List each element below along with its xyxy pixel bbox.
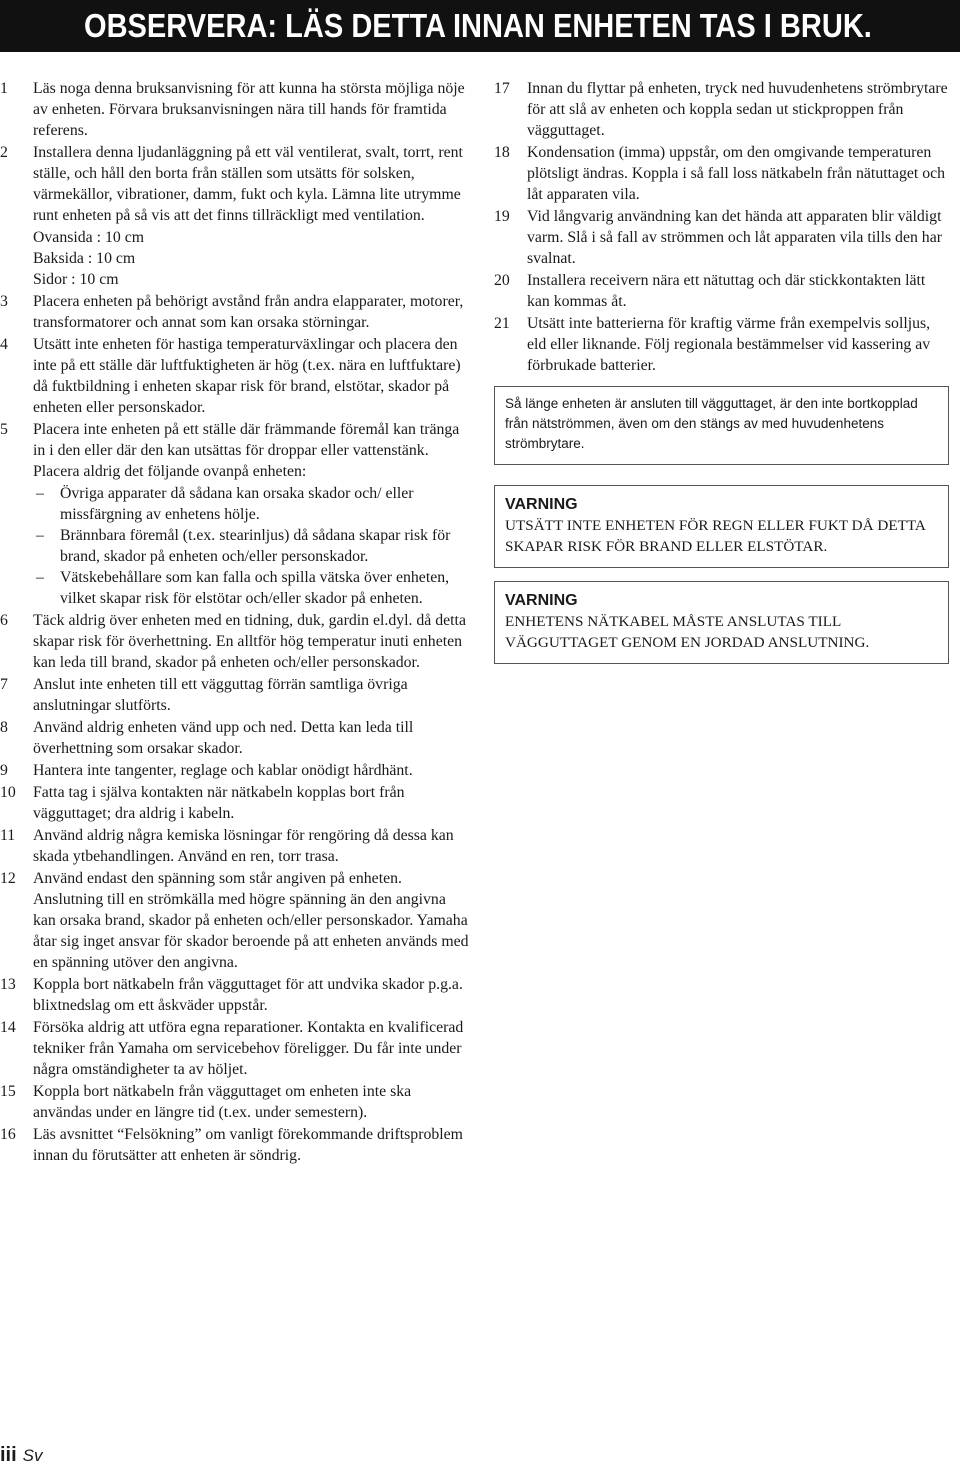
list-item bbox=[0, 1017, 470, 1080]
item-number: 8 bbox=[0, 719, 8, 736]
item-number: 20 bbox=[494, 272, 510, 289]
dash-list-item bbox=[0, 525, 470, 567]
list-item bbox=[0, 782, 470, 824]
item-text: Installera receivern nära ett nätuttag och där stickkontakten lätt kan kommas åt. bbox=[527, 272, 926, 310]
item-text: Använd endast den spänning som står angiven på enheten. Anslutning till en strömkälla med högre spänning än den angivna kan orsaka brand, skador på enheten och/eller personskador. Yamaha åtar sig inget ansvar för skador beroende på att enheten används med en spänning utöver den angivna. bbox=[33, 870, 469, 971]
item-text: Anslut inte enheten till ett vägguttag förrän samtliga övriga anslutningar slutförts. bbox=[33, 676, 408, 714]
list-item bbox=[0, 610, 470, 673]
item-number: 18 bbox=[494, 144, 510, 161]
list-item bbox=[0, 868, 470, 973]
item-number: 10 bbox=[0, 784, 16, 801]
power-notice-box bbox=[494, 386, 949, 465]
dash-item-text: Vätskebehållare som kan falla och spilla vätska över enheten, vilket skapar risk för elstötar och/eller skador på enheten. bbox=[60, 569, 450, 607]
item-text: Placera inte enheten på ett ställe där främmande föremål kan tränga in i den eller där den kan utsättas för droppar eller vattenstänk. Placera aldrig det följande ovanpå enheten: bbox=[33, 421, 460, 480]
item-text: Försöka aldrig att utföra egna reparationer. Kontakta en kvalificerad tekniker från Yamaha om servicebehov föreligger. Du får inte under några omständigheter ta av höljet. bbox=[33, 1019, 464, 1078]
item-text: Utsätt inte batterierna för kraftig värme från exempelvis solljus, eld eller liknande. Följ regionala bestämmelser vid kassering av förbrukade batterier. bbox=[527, 315, 931, 374]
list-item bbox=[494, 142, 949, 205]
power-notice-text: Så länge enheten är ansluten till vägguttaget, är den inte bortkopplad från nätströmmen, även om den stängs av med huvudenhetens strömbrytare. bbox=[505, 396, 918, 451]
list-item bbox=[0, 78, 470, 141]
warning-title: VARNING bbox=[505, 592, 578, 609]
dash-bullet: – bbox=[36, 569, 44, 586]
language-code: Sv bbox=[22, 1446, 43, 1465]
dash-bullet: – bbox=[36, 527, 44, 544]
dash-bullet: – bbox=[36, 485, 44, 502]
item-text: Hantera inte tangenter, reglage och kablar onödigt hårdhänt. bbox=[33, 762, 413, 779]
item-text: Täck aldrig över enheten med en tidning, duk, gardin el.dyl. då detta skapar risk för överhettning. En alltför hög temperatur inuti enheten kan leda till brand, skador på enheten och/eller personskador. bbox=[33, 612, 466, 671]
list-item bbox=[0, 1124, 470, 1166]
item-number: 9 bbox=[0, 762, 8, 779]
item-number: 5 bbox=[0, 421, 8, 438]
page-title: OBSERVERA: LÄS DETTA INNAN ENHETEN TAS I BRUK. bbox=[84, 7, 872, 44]
item-number: 11 bbox=[0, 827, 16, 844]
list-item bbox=[0, 760, 470, 781]
item-text: Koppla bort nätkabeln från vägguttaget för att undvika skador p.g.a. blixtnedslag om ett åskväder uppstår. bbox=[33, 976, 463, 1014]
item-text: Installera denna ljudanläggning på ett väl ventilerat, svalt, torrt, rent ställe, och håll den borta från ställen som utsätts för solsken, värmekällor, vibrationer, damm, fukt och kyla. Lämna lite utrymme runt enheten på så vis att det finns tillräckligt med ventilation. bbox=[33, 144, 463, 224]
item-text: Vid långvarig användning kan det hända att apparaten blir väldigt varm. Slå i så fall av strömmen och låt apparaten vila tills den har svalnat. bbox=[527, 208, 942, 267]
clearance-sides: Sidor : 10 cm bbox=[33, 271, 119, 288]
list-item bbox=[0, 291, 470, 333]
clearance-back: Baksida : 10 cm bbox=[33, 250, 136, 267]
item-number: 15 bbox=[0, 1083, 16, 1100]
list-item bbox=[494, 78, 949, 141]
list-item bbox=[0, 334, 470, 418]
page-footer bbox=[0, 1444, 43, 1467]
item-number: 4 bbox=[0, 336, 8, 353]
warning-box-moisture bbox=[494, 485, 949, 568]
warning-box-grounding bbox=[494, 581, 949, 664]
list-item bbox=[0, 674, 470, 716]
item-number: 1 bbox=[0, 80, 8, 97]
item-number: 6 bbox=[0, 612, 8, 629]
item-number: 3 bbox=[0, 293, 8, 310]
dash-list-item bbox=[0, 567, 470, 609]
item-text: Kondensation (imma) uppstår, om den omgivande temperaturen plötsligt ändras. Koppla i så fall loss nätkabeln från nätuttaget och låt apparaten vila. bbox=[527, 144, 946, 203]
item-text: Använd aldrig några kemiska lösningar för rengöring då dessa kan skada ytbehandlingen. Använd en ren, torr trasa. bbox=[33, 827, 454, 865]
clearance-top: Ovansida : 10 cm bbox=[33, 229, 144, 246]
item-text: Läs noga denna bruksanvisning för att kunna ha största möjliga nöje av enheten. Förvara bruksanvisningen nära till hands för framtida referens. bbox=[33, 80, 465, 139]
list-item bbox=[0, 419, 470, 482]
item-number: 7 bbox=[0, 676, 8, 693]
list-item bbox=[494, 313, 949, 376]
item-number: 19 bbox=[494, 208, 510, 225]
list-item bbox=[0, 974, 470, 1016]
list-item bbox=[494, 206, 949, 269]
page-number: iii bbox=[0, 1444, 17, 1466]
item-number: 13 bbox=[0, 976, 16, 993]
right-column bbox=[494, 78, 949, 664]
dash-item-text: Övriga apparater då sådana kan orsaka skador och/ eller missfärgning av enhetens hölje. bbox=[60, 485, 414, 523]
item-number: 21 bbox=[494, 315, 510, 332]
item-text: Läs avsnittet “Felsökning” om vanligt förekommande driftsproblem innan du förutsätter att enheten är söndrig. bbox=[33, 1126, 463, 1164]
left-column bbox=[0, 78, 470, 1167]
dash-list-item bbox=[0, 483, 470, 525]
item-number: 2 bbox=[0, 144, 8, 161]
item-text: Placera enheten på behörigt avstånd från andra elapparater, motorer, transformatorer och annat som kan orsaka störningar. bbox=[33, 293, 464, 331]
list-item bbox=[0, 1081, 470, 1123]
warning-text: UTSÄTT INTE ENHETEN FÖR REGN ELLER FUKT DÅ DETTA SKAPAR RISK FÖR BRAND ELLER ELSTÖTAR. bbox=[505, 517, 926, 555]
item-text: Använd aldrig enheten vänd upp och ned. Detta kan leda till överhettning som orsakar skador. bbox=[33, 719, 414, 757]
list-item bbox=[0, 142, 470, 226]
item-text: Koppla bort nätkabeln från vägguttaget om enheten inte ska användas under en längre tid (t.ex. under semestern). bbox=[33, 1083, 412, 1121]
item-text: Utsätt inte enheten för hastiga temperaturväxlingar och placera den inte på ett ställe där luftfuktigheten är hög (t.ex. nära en luftfuktare) då fuktbildning i enheten skapar risk för brand, elstötar, skador på enheten eller personskador. bbox=[33, 336, 461, 416]
dash-item-text: Brännbara föremål (t.ex. stearinljus) då sådana skapar risk för brand, skador på enheten och/eller personskador. bbox=[60, 527, 451, 565]
warning-text: ENHETENS NÄTKABEL MÅSTE ANSLUTAS TILL VÄGGUTTAGET GENOM EN JORDAD ANSLUTNING. bbox=[505, 613, 870, 651]
warning-title: VARNING bbox=[505, 496, 578, 513]
page-header-banner bbox=[0, 0, 960, 52]
list-item bbox=[0, 717, 470, 759]
item-text: Fatta tag i själva kontakten när nätkabeln kopplas bort från vägguttaget; dra aldrig i kabeln. bbox=[33, 784, 405, 822]
item-number: 14 bbox=[0, 1019, 16, 1036]
item-number: 17 bbox=[494, 80, 510, 97]
list-item bbox=[0, 825, 470, 867]
item-text: Innan du flyttar på enheten, tryck ned huvudenhetens strömbrytare för att slå av enheten och koppla sedan ut stickproppen från vägguttaget. bbox=[527, 80, 948, 139]
item-number: 16 bbox=[0, 1126, 16, 1143]
item-number: 12 bbox=[0, 870, 16, 887]
list-item bbox=[494, 270, 949, 312]
